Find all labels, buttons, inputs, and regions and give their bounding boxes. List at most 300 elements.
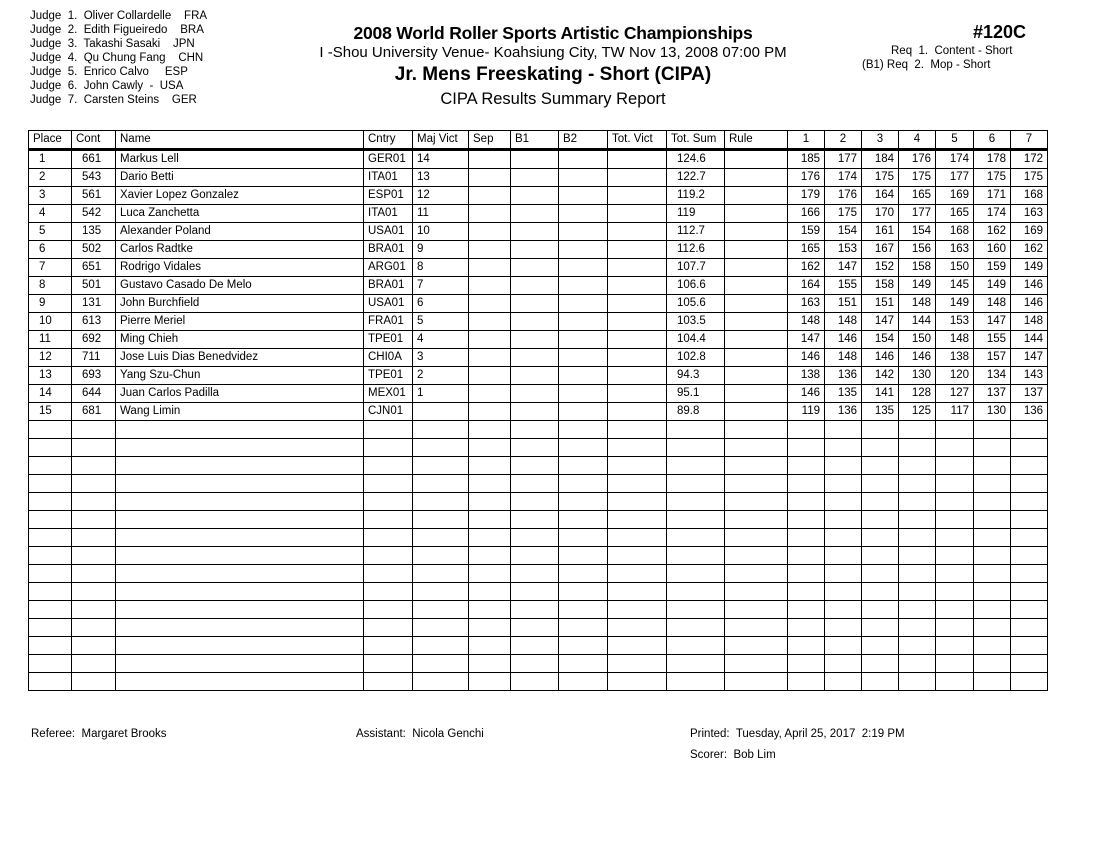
blank-cell — [72, 493, 116, 511]
blank-cell — [511, 511, 559, 529]
judge-7-score: 146 — [1011, 295, 1048, 313]
cont-cell: 543 — [72, 169, 116, 187]
blank-cell — [1011, 619, 1048, 637]
blank-cell — [559, 457, 608, 475]
blank-cell — [29, 511, 72, 529]
name-cell: Rodrigo Vidales — [116, 259, 364, 277]
blank-cell — [511, 583, 559, 601]
blank-cell — [667, 583, 725, 601]
event-title: Jr. Mens Freeskating - Short (CIPA) — [394, 64, 712, 85]
tot-vict-cell — [608, 367, 667, 385]
judge-2-score: 174 — [825, 169, 862, 187]
blank-cell — [899, 565, 936, 583]
blank-cell — [862, 583, 899, 601]
blank-cell — [116, 655, 364, 673]
judge-3-score: 142 — [862, 367, 899, 385]
tot-vict-cell — [608, 223, 667, 241]
b1-cell — [511, 349, 559, 367]
maj-vict-cell: 6 — [413, 295, 469, 313]
b2-cell — [559, 169, 608, 187]
blank-cell — [899, 655, 936, 673]
blank-cell — [899, 475, 936, 493]
blank-cell — [667, 421, 725, 439]
blank-cell — [862, 421, 899, 439]
blank-cell — [559, 439, 608, 457]
tot-sum-cell: 89.8 — [667, 403, 725, 421]
b2-cell — [559, 241, 608, 259]
blank-cell — [788, 637, 825, 655]
table-row — [29, 187, 1048, 205]
sep-cell — [469, 205, 511, 223]
blank-cell — [116, 637, 364, 655]
judge-4-score: 154 — [899, 223, 936, 241]
judge-6-score: 162 — [974, 223, 1011, 241]
blank-cell — [788, 457, 825, 475]
blank-cell — [608, 673, 667, 691]
blank-cell — [725, 655, 788, 673]
blank-cell — [825, 475, 862, 493]
blank-cell — [825, 655, 862, 673]
blank-cell — [974, 529, 1011, 547]
blank-cell — [862, 439, 899, 457]
col-b1: B1 — [511, 131, 559, 150]
blank-cell — [72, 673, 116, 691]
judge-1-score: 159 — [788, 223, 825, 241]
blank-cell — [413, 439, 469, 457]
judge-2-score: 146 — [825, 331, 862, 349]
blank-cell — [725, 601, 788, 619]
tot-vict-cell — [608, 403, 667, 421]
blank-cell — [936, 457, 974, 475]
sep-cell — [469, 367, 511, 385]
rule-cell — [725, 223, 788, 241]
table-row — [29, 385, 1048, 403]
blank-cell — [511, 565, 559, 583]
blank-cell — [899, 457, 936, 475]
b1-cell — [511, 313, 559, 331]
blank-cell — [364, 457, 413, 475]
blank-cell — [72, 655, 116, 673]
blank-cell — [936, 511, 974, 529]
blank-cell — [413, 655, 469, 673]
b2-cell — [559, 349, 608, 367]
blank-cell — [825, 511, 862, 529]
blank-cell — [1011, 637, 1048, 655]
name-cell: Markus Lell — [116, 150, 364, 169]
rule-cell — [725, 277, 788, 295]
table-row — [29, 295, 1048, 313]
sep-cell — [469, 187, 511, 205]
judge-6-score: 159 — [974, 259, 1011, 277]
judge-4-score: 176 — [899, 150, 936, 169]
judge-5-score: 163 — [936, 241, 974, 259]
blank-cell — [29, 583, 72, 601]
blank-cell — [559, 421, 608, 439]
rule-cell — [725, 331, 788, 349]
blank-cell — [116, 457, 364, 475]
tot-vict-cell — [608, 331, 667, 349]
judge-2-score: 135 — [825, 385, 862, 403]
header-row — [29, 131, 1048, 150]
blank-cell — [559, 673, 608, 691]
judge-7-score: 149 — [1011, 259, 1048, 277]
col-judge-6: 6 — [974, 131, 1011, 150]
col-judge-3: 3 — [862, 131, 899, 150]
blank-cell — [725, 439, 788, 457]
blank-cell — [725, 619, 788, 637]
blank-cell — [667, 493, 725, 511]
blank-cell — [825, 673, 862, 691]
judge-5-score: 174 — [936, 150, 974, 169]
blank-cell — [364, 583, 413, 601]
blank-cell — [788, 439, 825, 457]
cntry-cell: FRA01 — [364, 313, 413, 331]
blank-row — [29, 511, 1048, 529]
tot-sum-cell: 107.7 — [667, 259, 725, 277]
judge-4-score: 146 — [899, 349, 936, 367]
blank-cell — [511, 475, 559, 493]
tot-vict-cell — [608, 169, 667, 187]
blank-cell — [936, 493, 974, 511]
judge-7: Judge 7. Carsten Steins GER — [30, 94, 197, 106]
place-cell: 3 — [29, 187, 72, 205]
blank-cell — [725, 457, 788, 475]
b1-cell — [511, 241, 559, 259]
blank-cell — [725, 673, 788, 691]
judge-6-score: 178 — [974, 150, 1011, 169]
blank-cell — [72, 475, 116, 493]
blank-cell — [899, 421, 936, 439]
blank-cell — [469, 601, 511, 619]
cont-cell: 644 — [72, 385, 116, 403]
col-judge-2: 2 — [825, 131, 862, 150]
b1-cell — [511, 150, 559, 169]
judge-3-score: 170 — [862, 205, 899, 223]
blank-cell — [899, 493, 936, 511]
judge-3-score: 154 — [862, 331, 899, 349]
blank-cell — [667, 601, 725, 619]
blank-cell — [667, 529, 725, 547]
judge-7-score: 162 — [1011, 241, 1048, 259]
judge-3-score: 175 — [862, 169, 899, 187]
judge-6-score: 155 — [974, 331, 1011, 349]
blank-cell — [116, 619, 364, 637]
blank-cell — [29, 493, 72, 511]
judge-7-score: 172 — [1011, 150, 1048, 169]
judge-4-score: 165 — [899, 187, 936, 205]
maj-vict-cell: 9 — [413, 241, 469, 259]
blank-cell — [825, 619, 862, 637]
cntry-cell: TPE01 — [364, 331, 413, 349]
judge-5-score: 177 — [936, 169, 974, 187]
blank-cell — [825, 439, 862, 457]
blank-cell — [559, 655, 608, 673]
b2-cell — [559, 205, 608, 223]
place-cell: 13 — [29, 367, 72, 385]
blank-cell — [559, 637, 608, 655]
blank-cell — [725, 565, 788, 583]
blank-cell — [559, 583, 608, 601]
requirement-1: Req 1. Content - Short — [891, 45, 1013, 57]
blank-cell — [936, 655, 974, 673]
blank-cell — [936, 565, 974, 583]
blank-cell — [788, 475, 825, 493]
judge-7-score: 147 — [1011, 349, 1048, 367]
blank-cell — [725, 529, 788, 547]
blank-cell — [116, 673, 364, 691]
tot-vict-cell — [608, 205, 667, 223]
maj-vict-cell: 5 — [413, 313, 469, 331]
judge-5-score: 138 — [936, 349, 974, 367]
judge-1-score: 146 — [788, 385, 825, 403]
name-cell: Wang Limin — [116, 403, 364, 421]
blank-cell — [559, 619, 608, 637]
blank-cell — [788, 601, 825, 619]
col-tot-sum: Tot. Sum — [667, 131, 725, 150]
blank-cell — [899, 439, 936, 457]
blank-cell — [825, 547, 862, 565]
blank-cell — [825, 457, 862, 475]
col-place: Place — [29, 131, 72, 150]
cont-cell: 501 — [72, 277, 116, 295]
tot-vict-cell — [608, 295, 667, 313]
blank-cell — [899, 601, 936, 619]
blank-cell — [788, 421, 825, 439]
scorer: Scorer: Bob Lim — [690, 749, 776, 761]
b2-cell — [559, 223, 608, 241]
blank-cell — [862, 547, 899, 565]
blank-cell — [725, 511, 788, 529]
blank-cell — [608, 493, 667, 511]
blank-cell — [667, 637, 725, 655]
name-cell: Luca Zanchetta — [116, 205, 364, 223]
b2-cell — [559, 331, 608, 349]
blank-cell — [899, 511, 936, 529]
cntry-cell: GER01 — [364, 150, 413, 169]
tot-vict-cell — [608, 277, 667, 295]
blank-cell — [667, 547, 725, 565]
table-row — [29, 349, 1048, 367]
judge-5-score: 149 — [936, 295, 974, 313]
judge-1-score: 146 — [788, 349, 825, 367]
blank-cell — [899, 619, 936, 637]
cont-cell: 131 — [72, 295, 116, 313]
judge-7-score: 136 — [1011, 403, 1048, 421]
maj-vict-cell: 14 — [413, 150, 469, 169]
blank-cell — [511, 673, 559, 691]
blank-cell — [559, 547, 608, 565]
b2-cell — [559, 259, 608, 277]
maj-vict-cell: 4 — [413, 331, 469, 349]
judge-4-score: 144 — [899, 313, 936, 331]
judge-6-score: 130 — [974, 403, 1011, 421]
blank-cell — [862, 457, 899, 475]
name-cell: Jose Luis Dias Benedvidez — [116, 349, 364, 367]
blank-cell — [364, 547, 413, 565]
blank-row — [29, 601, 1048, 619]
blank-cell — [974, 457, 1011, 475]
blank-row — [29, 547, 1048, 565]
judge-6-score: 174 — [974, 205, 1011, 223]
judge-6-score: 134 — [974, 367, 1011, 385]
blank-cell — [974, 673, 1011, 691]
blank-cell — [364, 421, 413, 439]
judge-6-score: 171 — [974, 187, 1011, 205]
blank-cell — [974, 601, 1011, 619]
table-row — [29, 403, 1048, 421]
blank-cell — [936, 601, 974, 619]
blank-cell — [469, 637, 511, 655]
blank-cell — [862, 655, 899, 673]
blank-cell — [1011, 601, 1048, 619]
sep-cell — [469, 169, 511, 187]
maj-vict-cell: 1 — [413, 385, 469, 403]
cont-cell: 681 — [72, 403, 116, 421]
event-number: #120C — [972, 22, 1026, 42]
judge-4-score: 148 — [899, 295, 936, 313]
judge-3-score: 158 — [862, 277, 899, 295]
blank-cell — [116, 511, 364, 529]
blank-cell — [72, 565, 116, 583]
place-cell: 14 — [29, 385, 72, 403]
blank-cell — [936, 421, 974, 439]
judge-5-score: 145 — [936, 277, 974, 295]
blank-cell — [511, 457, 559, 475]
judge-4-score: 175 — [899, 169, 936, 187]
blank-cell — [469, 475, 511, 493]
judge-3-score: 152 — [862, 259, 899, 277]
blank-cell — [1011, 457, 1048, 475]
blank-cell — [29, 547, 72, 565]
tot-sum-cell: 124.6 — [667, 150, 725, 169]
blank-cell — [825, 583, 862, 601]
blank-cell — [667, 619, 725, 637]
cntry-cell: ARG01 — [364, 259, 413, 277]
b2-cell — [559, 295, 608, 313]
judge-1-score: 138 — [788, 367, 825, 385]
blank-cell — [29, 601, 72, 619]
blank-cell — [974, 547, 1011, 565]
blank-cell — [511, 493, 559, 511]
tot-sum-cell: 119.2 — [667, 187, 725, 205]
blank-cell — [788, 547, 825, 565]
blank-cell — [413, 511, 469, 529]
blank-row — [29, 421, 1048, 439]
blank-cell — [469, 421, 511, 439]
blank-cell — [72, 619, 116, 637]
blank-cell — [364, 655, 413, 673]
b1-cell — [511, 277, 559, 295]
blank-cell — [899, 637, 936, 655]
blank-cell — [936, 475, 974, 493]
blank-cell — [825, 493, 862, 511]
sep-cell — [469, 385, 511, 403]
blank-cell — [413, 547, 469, 565]
blank-cell — [559, 601, 608, 619]
blank-cell — [116, 547, 364, 565]
referee: Referee: Margaret Brooks — [31, 728, 167, 740]
place-cell: 6 — [29, 241, 72, 259]
judge-5-score: 153 — [936, 313, 974, 331]
blank-cell — [511, 601, 559, 619]
col-rule: Rule — [725, 131, 788, 150]
sep-cell — [469, 349, 511, 367]
blank-cell — [29, 565, 72, 583]
place-cell: 1 — [29, 150, 72, 169]
rule-cell — [725, 403, 788, 421]
col-cont: Cont — [72, 131, 116, 150]
table-row — [29, 259, 1048, 277]
blank-cell — [862, 493, 899, 511]
blank-row — [29, 457, 1048, 475]
blank-cell — [116, 475, 364, 493]
cont-cell: 693 — [72, 367, 116, 385]
judge-7-score: 146 — [1011, 277, 1048, 295]
blank-cell — [116, 493, 364, 511]
judge-5-score: 169 — [936, 187, 974, 205]
judge-6-score: 157 — [974, 349, 1011, 367]
cont-cell: 711 — [72, 349, 116, 367]
blank-cell — [608, 655, 667, 673]
blank-cell — [559, 493, 608, 511]
b1-cell — [511, 331, 559, 349]
b2-cell — [559, 385, 608, 403]
cntry-cell: CHI0A — [364, 349, 413, 367]
cntry-cell: TPE01 — [364, 367, 413, 385]
blank-cell — [72, 583, 116, 601]
blank-cell — [469, 439, 511, 457]
sep-cell — [469, 295, 511, 313]
blank-cell — [511, 655, 559, 673]
place-cell: 12 — [29, 349, 72, 367]
blank-cell — [608, 475, 667, 493]
tot-sum-cell: 105.6 — [667, 295, 725, 313]
blank-cell — [974, 655, 1011, 673]
judge-7-score: 169 — [1011, 223, 1048, 241]
blank-cell — [1011, 673, 1048, 691]
judge-2-score: 136 — [825, 367, 862, 385]
judge-3-score: 135 — [862, 403, 899, 421]
blank-cell — [72, 421, 116, 439]
blank-row — [29, 493, 1048, 511]
maj-vict-cell — [413, 403, 469, 421]
col-sep: Sep — [469, 131, 511, 150]
blank-row — [29, 637, 1048, 655]
blank-cell — [29, 439, 72, 457]
judge-2-score: 136 — [825, 403, 862, 421]
blank-cell — [469, 583, 511, 601]
blank-row — [29, 439, 1048, 457]
judge-7-score: 175 — [1011, 169, 1048, 187]
sep-cell — [469, 277, 511, 295]
judge-7-score: 168 — [1011, 187, 1048, 205]
judge-1-score: 147 — [788, 331, 825, 349]
judge-2-score: 148 — [825, 349, 862, 367]
blank-cell — [413, 619, 469, 637]
blank-cell — [788, 529, 825, 547]
judge-7-score: 163 — [1011, 205, 1048, 223]
tot-vict-cell — [608, 349, 667, 367]
printed-timestamp: Printed: Tuesday, April 25, 2017 2:19 PM — [690, 728, 905, 740]
col-name: Name — [116, 131, 364, 150]
blank-cell — [364, 511, 413, 529]
blank-cell — [29, 619, 72, 637]
judge-3-score: 164 — [862, 187, 899, 205]
requirements — [862, 44, 1012, 72]
blank-cell — [788, 583, 825, 601]
blank-cell — [825, 421, 862, 439]
maj-vict-cell: 2 — [413, 367, 469, 385]
